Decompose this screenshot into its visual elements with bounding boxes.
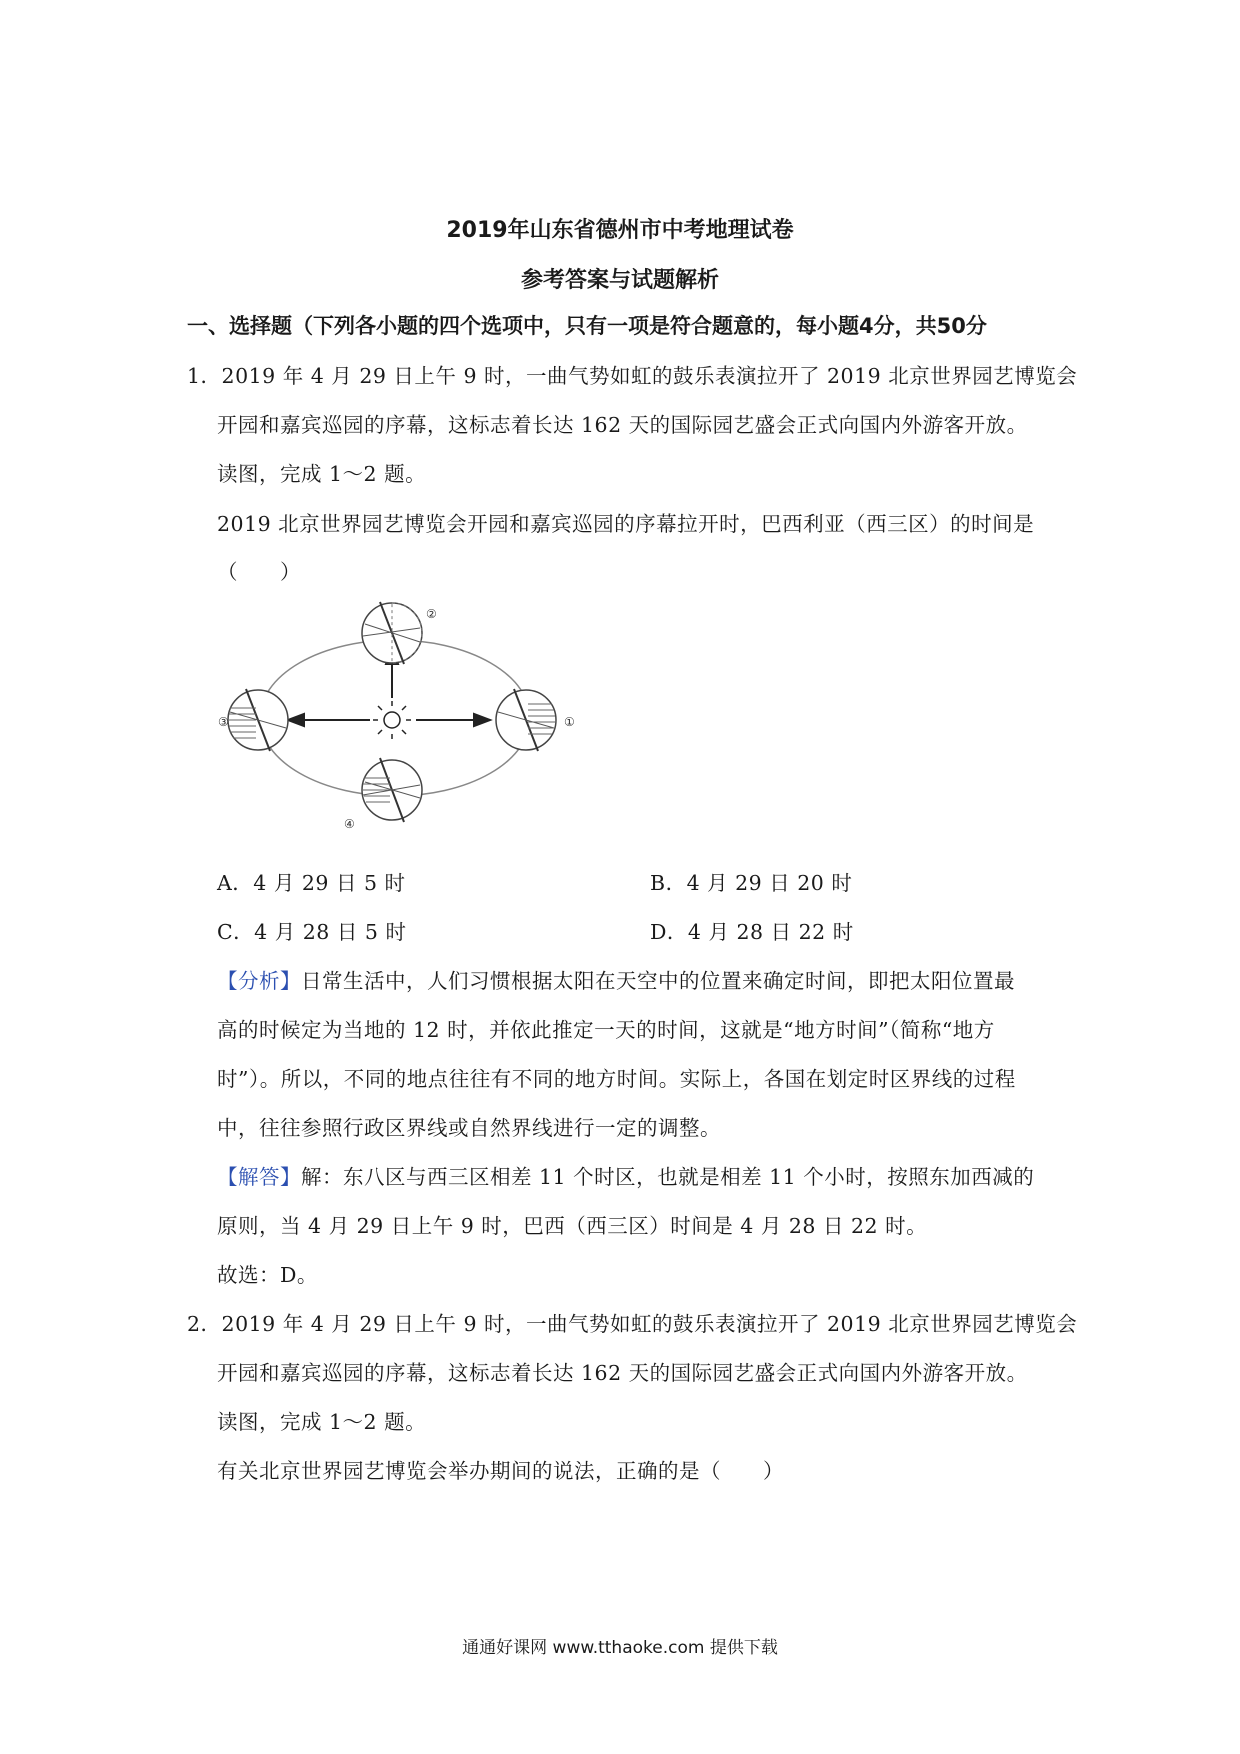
q2-stem-line-1: 2．2019 年 4 月 29 日上午 9 时，一曲气势如虹的鼓乐表演拉开了 2019 北京世界园艺博览会 [187,1312,1078,1336]
q1-option-a: A．4 月 29 日 5 时 [217,871,406,895]
q1-answer-line-1 [217,1160,1034,1190]
q1-stem-line-2: 开园和嘉宾巡园的序幕，这标志着长达 162 天的国际园艺盛会正式向国内外游客开放。 [217,413,1028,437]
q1-answer-line-2: 原则，当 4 月 29 日上午 9 时，巴西（西三区）时间是 4 月 28 日 22 时。 [217,1214,928,1238]
q1-question-line-2: （ ） [217,560,301,584]
answer-tag: 【解答】 [217,1165,301,1189]
q1-analysis-line-2: 高的时候定为当地的 12 时，并依此推定一天的时间，这就是“地方时间”（简称“地方 [217,1018,995,1042]
section-heading: 一、选择题（下列各小题的四个选项中，只有一项是符合题意的，每小题4分，共50分 [187,314,987,338]
document-subtitle: 参考答案与试题解析 [520,268,719,293]
earth-position-bottom [362,758,422,822]
earth-position-top [362,602,422,664]
q1-question-line-1: 2019 北京世界园艺博览会开园和嘉宾巡园的序幕拉开时，巴西利亚（西三区）的时间是 [217,512,1035,536]
diagram-label-3: ③ [218,715,229,729]
diagram-label-4: ④ [344,817,355,831]
q1-option-b: B．4 月 29 日 20 时 [650,871,853,895]
q1-choice: 故选：D。 [217,1263,318,1287]
q2-question-line-1: 有关北京世界园艺博览会举办期间的说法，正确的是（ ） [217,1459,784,1483]
earth-position-right [496,689,556,751]
diagram-label-2: ② [426,607,437,621]
q1-option-c: C．4 月 28 日 5 时 [217,920,407,944]
q1-analysis-line-1 [217,964,1015,994]
q1-stem-line-1: 1．2019 年 4 月 29 日上午 9 时，一曲气势如虹的鼓乐表演拉开了 2019 北京世界园艺博览会 [187,364,1078,388]
diagram-label-1: ① [564,715,575,729]
page-footer: 通通好课网 www.tthaoke.com 提供下载 [462,1638,778,1658]
earth-revolution-diagram [220,600,580,830]
q1-analysis-line-3: 时”）。所以，不同的地点往往有不同的地方时间。实际上，各国在划定时区界线的过程 [217,1067,1016,1091]
q2-stem-line-3: 读图，完成 1～2 题。 [217,1410,427,1434]
earth-position-left [228,689,288,751]
analysis-text: 日常生活中，人们习惯根据太阳在天空中的位置来确定时间，即把太阳位置最 [301,969,1015,993]
sun-icon [373,701,411,739]
q2-stem-line-2: 开园和嘉宾巡园的序幕，这标志着长达 162 天的国际园艺盛会正式向国内外游客开放。 [217,1361,1028,1385]
q1-option-d: D．4 月 28 日 22 时 [650,920,854,944]
q1-stem-line-3: 读图，完成 1～2 题。 [217,462,427,486]
answer-text: 解：东八区与西三区相差 11 个时区，也就是相差 11 个小时，按照东加西减的 [301,1165,1035,1189]
document-title: 2019年山东省德州市中考地理试卷 [446,218,794,243]
q1-analysis-line-4: 中，往往参照行政区界线或自然界线进行一定的调整。 [217,1116,721,1140]
analysis-tag: 【分析】 [217,969,301,993]
